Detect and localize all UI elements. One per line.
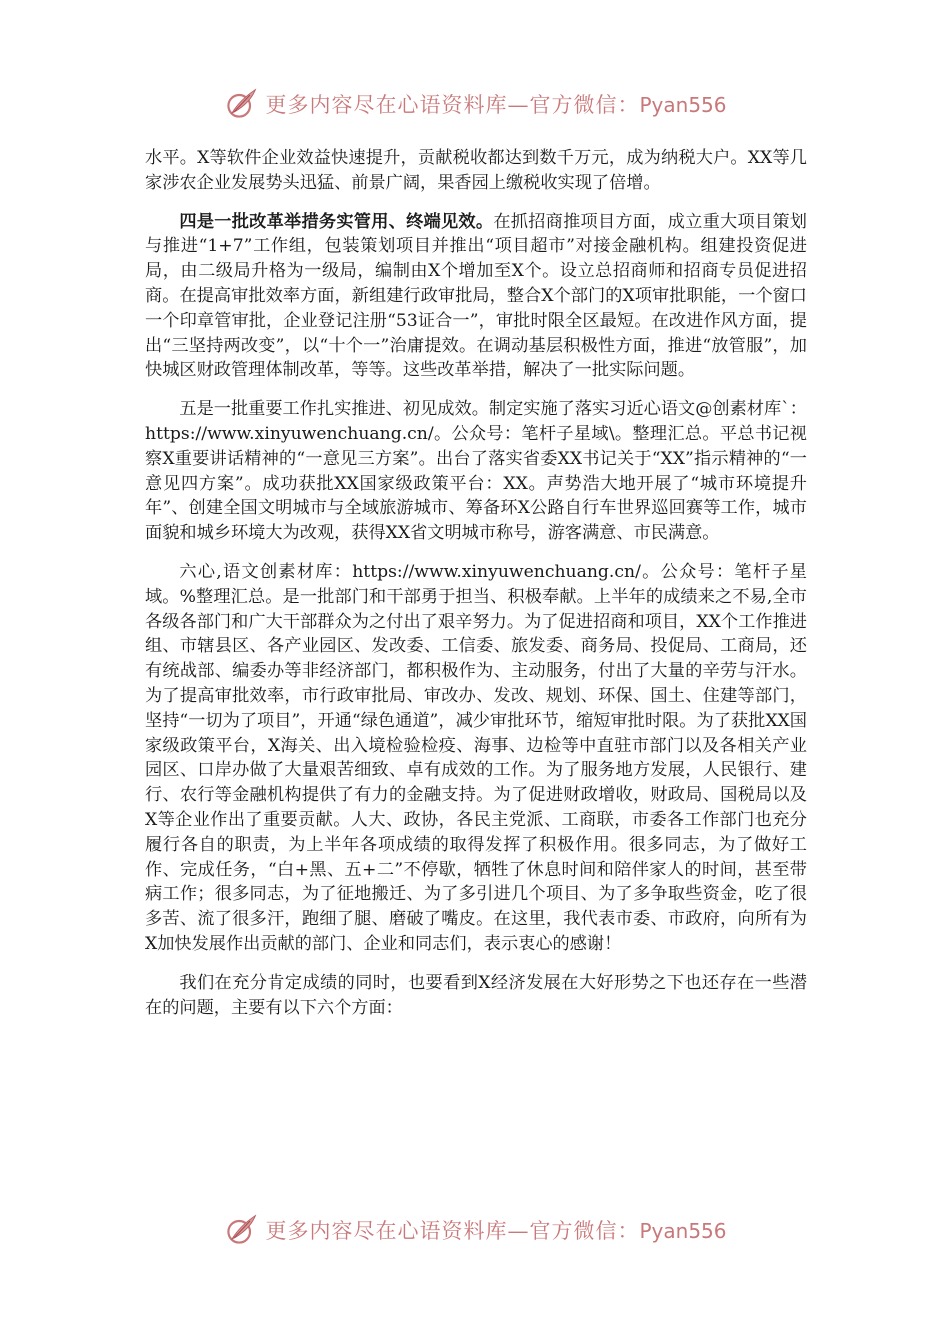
header-watermark	[0, 84, 950, 124]
paragraph-1	[145, 146, 807, 196]
paragraph-2	[145, 210, 807, 384]
paragraph-1-text: 水平。X等软件企业效益快速提升，贡献税收都达到数千万元，成为纳税大户。XX等几家涉农企业发展势头迅猛、前景广阔，果香园上缴税收实现了倍增。	[145, 148, 807, 193]
paragraph-4	[145, 560, 807, 957]
paragraph-3	[145, 397, 807, 546]
watermark-text: 更多内容尽在心语资料库—官方微信：Pyan556	[265, 1219, 727, 1243]
watermark-text: 更多内容尽在心语资料库—官方微信：Pyan556	[265, 93, 727, 117]
watermark-wechat-id: Pyan556	[639, 93, 727, 117]
paragraph-4-text: 六心,语文创素材库：https://www.xinyuwenchuang.cn/。公众号：笔杆子星域。%整理汇总。是一批部门和干部勇于担当、积极奉献。上半年的成绩来之不易,全市各级各部门和广大干部群众为之付出了艰辛努力。为了促进招商和项目，XX个工作推进组、市辖县区、各产业园区、发改委、工信委、旅发委、商务局、投促局、工商局，还有统战部、编委办等非经济部门，都积极作为、主动服务，付出了大量的辛劳与汗水。为了提高审批效率，市行政审批局、审改办、发改、规划、环保、国土、住建等部门，坚持“一切为了项目”，开通“绿色通道”，减少审批环节，缩短审批时限。为了获批XX国家级政策平台，X海关、出入境检验检疫、海事、边检等中直驻市部门以及各相关产业园区、口岸办做了大量艰苦细致、卓有成效的工作。为了服务地方发展，人民银行、建行、农行等金融机构提供了有力的金融支持。为了促进财政增收，财政局、国税局以及X等企业作出了重要贡献。人大、政协，各民主党派、工商联，市委各工作部门也充分履行各自的职责，为上半年各项成绩的取得发挥了积极作用。很多同志，为了做好工作、完成任务，“白+黑、五+二”不停歇，牺牲了休息时间和陪伴家人的时间，甚至带病工作；很多同志，为了征地搬迁、为了多引进几个项目、为了多争取些资金，吃了很多苦、流了很多汗，跑细了腿、磨破了嘴皮。在这里，我代表市委、市政府，向所有为X加快发展作出贡献的部门、企业和同志们，表示衷心的感谢！	[145, 561, 807, 954]
document-body	[145, 146, 807, 1034]
quill-logo-icon	[223, 1212, 259, 1248]
paragraph-5-text: 我们在充分肯定成绩的同时，也要看到X经济发展在大好形势之下也还存在一些潜在的问题，主要有以下六个方面：	[145, 972, 807, 1018]
footer-watermark	[0, 1210, 950, 1250]
paragraph-2-text: 在抓招商推项目方面，成立重大项目策划与推进“1+7”工作组，包装策划项目并推出“项目超市”对接金融机构。组建投资促进局，由二级局升格为一级局，编制由X个增加至X个。设立总招商师和招商专员促进招商。在提高审批效率方面，新组建行政审批局，整合X个部门的X项审批职能，一个窗口一个印章管审批，企业登记注册“53证合一”，审批时限全区最短。在改进作风方面，提出“三坚持两改变”，以“十个一”治庸提效。在调动基层积极性方面，推进“放管服”，加快城区财政管理体制改革，等等。这些改革举措，解决了一批实际问题。	[145, 211, 807, 381]
paragraph-3-text: 五是一批重要工作扎实推进、初见成效。制定实施了落实习近心语文@创素材库`：https://www.xinyuwenchuang.cn/。公众号：笔杆子星域\。整理汇总。平总书记视察X重要讲话精神的“一意见三方案”。出台了落实省委XX书记关于“XX”指示精神的“一意见四方案”。成功获批XX国家级政策平台：XX。声势浩大地开展了“城市环境提升年”、创建全国文明城市与全域旅游城市、筹备环X公路自行车世界巡回赛等工作，城市面貌和城乡环境大为改观，获得XX省文明城市称号，游客满意、市民满意。	[145, 399, 807, 544]
quill-logo-icon	[223, 86, 259, 122]
paragraph-2-heading: 四是一批改革举措务实管用、终端见效。	[179, 211, 494, 232]
watermark-wechat-id: Pyan556	[639, 1219, 727, 1243]
paragraph-5	[145, 971, 807, 1021]
